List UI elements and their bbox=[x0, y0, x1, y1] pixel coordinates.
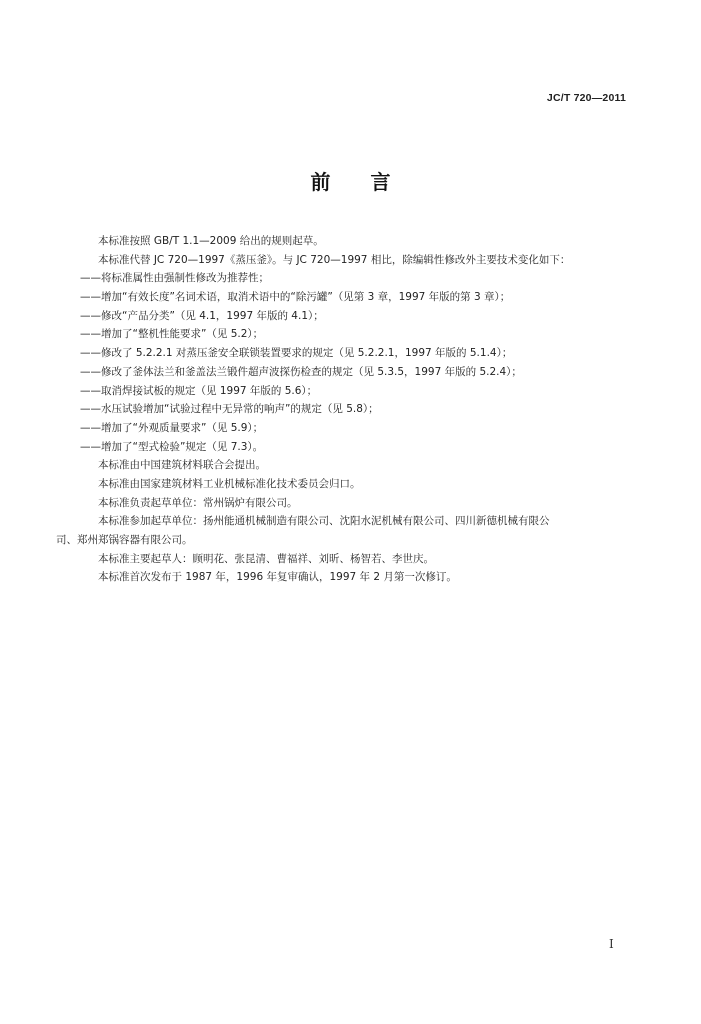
change-item: ——修改了釜体法兰和釜盖法兰锻件超声波探伤检查的规定（见 5.3.5，1997 年版的 5.2.4）； bbox=[80, 365, 522, 378]
change-item: ——将标准属性由强制性修改为推荐性； bbox=[80, 272, 269, 285]
foreword-body bbox=[56, 232, 632, 587]
change-item: ——增加“有效长度”名词术语，取消术语中的“除污罐”（见第 3 章，1997 年版的第 3 章）； bbox=[80, 291, 511, 304]
change-item: ——水压试验增加“试验过程中无异常的响声”的规定（见 5.8）； bbox=[80, 403, 379, 416]
change-item: ——增加了“型式检验”规定（见 7.3）。 bbox=[80, 440, 264, 453]
paragraph-main-drafters: 本标准主要起草人：顾明花、张昆清、曹福祥、刘昕、杨智若、李世庆。 bbox=[98, 552, 434, 565]
title-char-1: 前 bbox=[310, 170, 331, 194]
change-item: ——增加了“整机性能要求”（见 5.2）； bbox=[80, 328, 264, 341]
change-item: ——增加了“外观质量要求”（见 5.9）； bbox=[80, 421, 264, 434]
paragraph-proposed-by: 本标准由中国建筑材料联合会提出。 bbox=[98, 459, 266, 472]
paragraph-drafting-rules: 本标准按照 GB/T 1.1—2009 给出的规则起草。 bbox=[98, 235, 324, 247]
paragraph-replaces: 本标准代替 JC 720—1997《蒸压釜》。与 JC 720—1997 相比，除编辑性修改外主要技术变化如下： bbox=[98, 253, 571, 266]
page-title bbox=[0, 166, 701, 195]
change-item: ——修改了 5.2.2.1 对蒸压釜安全联锁装置要求的规定（见 5.2.2.1，1997 年版的 5.1.4）； bbox=[80, 347, 513, 360]
change-item: ——取消焊接试板的规定（见 1997 年版的 5.6）； bbox=[80, 384, 318, 397]
paragraph-responsible-drafter: 本标准负责起草单位：常州锅炉有限公司。 bbox=[98, 496, 298, 509]
paragraph-participating-drafters-cont: 司、郑州郑锅容器有限公司。 bbox=[56, 534, 193, 546]
paragraph-release-history: 本标准首次发布于 1987 年，1996 年复审确认，1997 年 2 月第一次修订。 bbox=[98, 571, 457, 584]
paragraph-administered-by: 本标准由国家建筑材料工业机械标准化技术委员会归口。 bbox=[98, 477, 361, 490]
title-char-2: 言 bbox=[370, 170, 391, 194]
standard-code: JC/T 720—2011 bbox=[546, 92, 626, 104]
change-item: ——修改“产品分类”（见 4.1，1997 年版的 4.1）； bbox=[80, 309, 324, 322]
page-number: I bbox=[609, 937, 614, 951]
paragraph-participating-drafters: 本标准参加起草单位：扬州能通机械制造有限公司、沈阳水泥机械有限公司、四川新德机械有限公 bbox=[98, 515, 550, 528]
